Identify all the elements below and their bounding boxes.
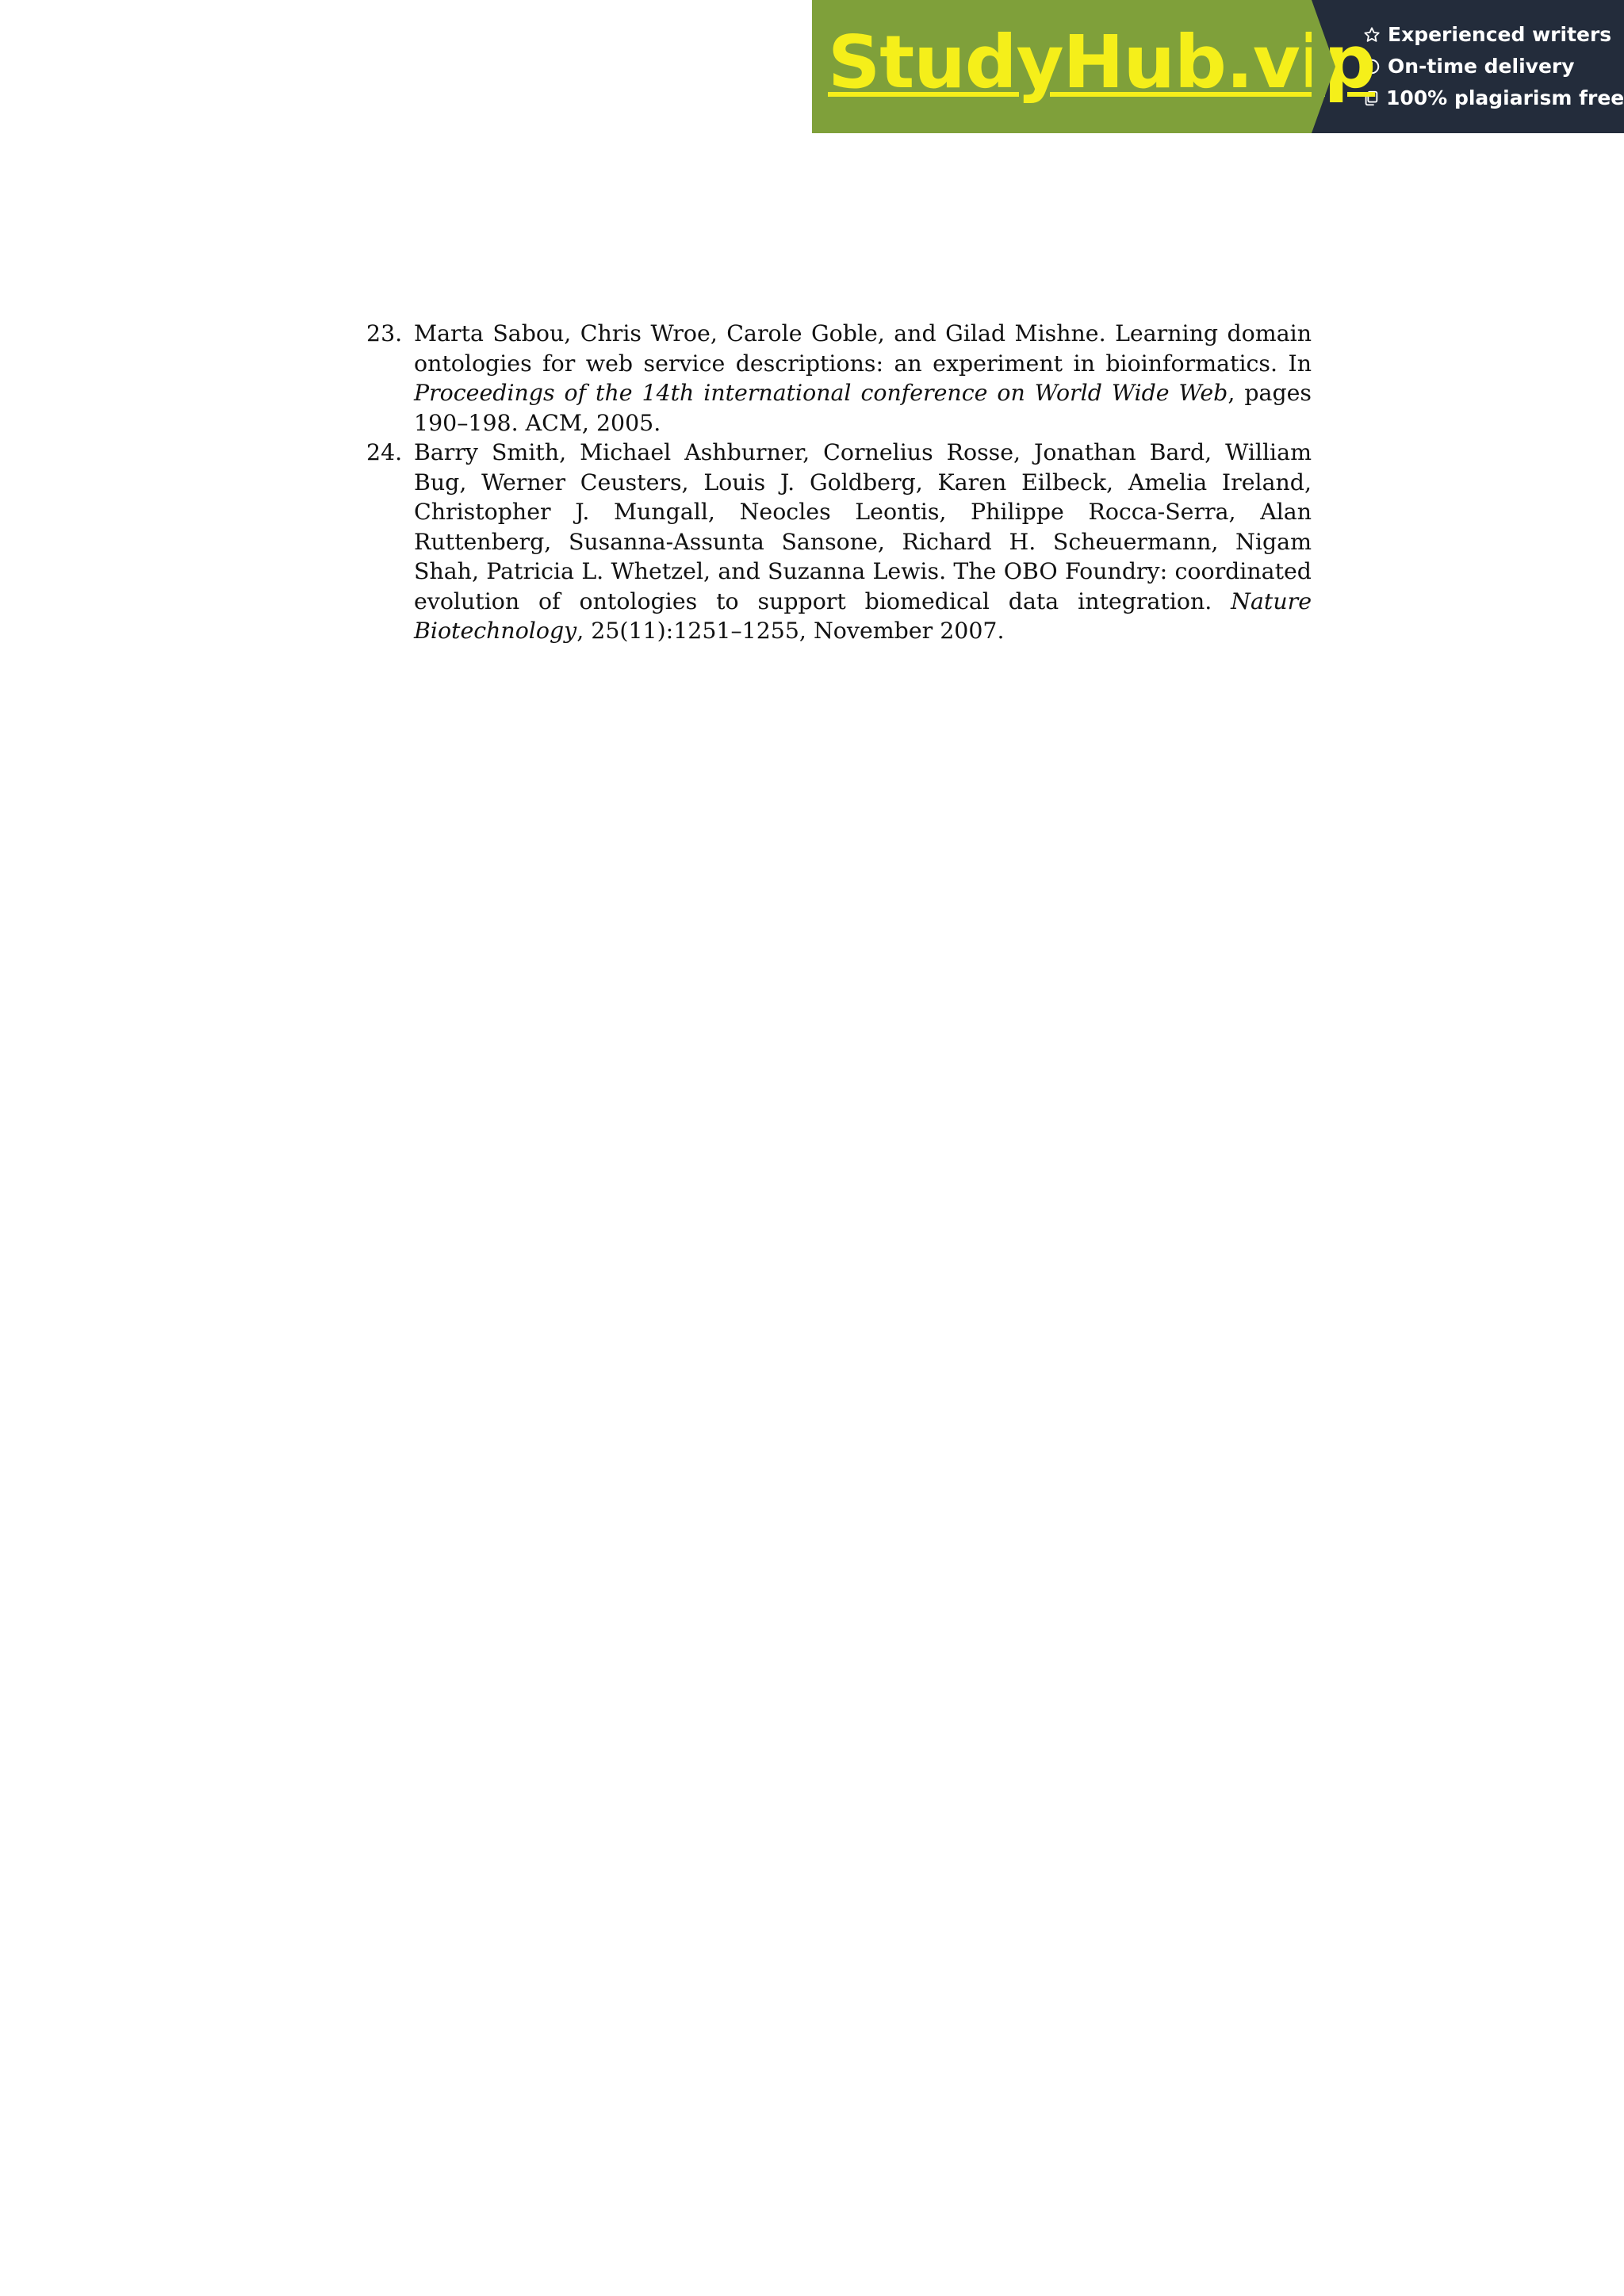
reference-number: 23.: [366, 320, 403, 346]
reference-venue: Proceedings of the 14th international conference on World Wide Web: [414, 380, 1228, 406]
feature-label: 100% plagiarism free: [1386, 86, 1624, 109]
reference-venue: Nature Biotechnology: [414, 587, 1312, 644]
brand-logo-text[interactable]: StudyHub.vip: [828, 20, 1376, 105]
reference-list: [366, 319, 1312, 646]
feature-on-time-delivery: [1362, 53, 1624, 80]
reference-details: , 25(11):1251–1255, November 2007.: [576, 618, 1005, 644]
banner-arrow-divider: [1312, 0, 1335, 133]
reference-authors: Barry Smith, Michael Ashburner, Cornelius Rosse, Jonathan Bard, William Bug, Werner Ceusters, Louis J. Goldberg, Karen Eilbeck, Amelia Ireland, Christopher J. Mungall, Neocles Leontis, Philippe Rocca-Serra, Alan Ruttenberg, Susanna-Assunta Sansone, Richard H. Scheuermann, Nigam Shah, Patricia L. Whetzel, and Suzanna Lewis.: [414, 439, 1312, 584]
reference-title: The OBO Foundry: coordinated evolution of ontologies to support biomedical data integration.: [414, 558, 1312, 614]
reference-text: [414, 438, 1312, 646]
reference-number: 24.: [366, 439, 403, 465]
reference-23: [366, 319, 1312, 438]
feature-label: On-time delivery: [1388, 55, 1575, 78]
feature-label: Experienced writers: [1388, 23, 1612, 46]
studyhub-banner[interactable]: [812, 0, 1624, 133]
reference-authors: Marta Sabou, Chris Wroe, Carole Goble, and Gilad Mishne.: [414, 320, 1106, 346]
feature-experienced-writers: [1362, 21, 1624, 48]
feature-plagiarism-free: [1362, 85, 1624, 112]
reference-text: [414, 319, 1312, 438]
banner-brand-panel[interactable]: [812, 0, 1376, 133]
reference-details: , pages 190–198. ACM, 2005.: [414, 380, 1312, 436]
reference-title: Learning domain ontologies for web service descriptions: an experiment in bioinformatics. In: [414, 320, 1312, 377]
reference-24: [366, 438, 1312, 646]
